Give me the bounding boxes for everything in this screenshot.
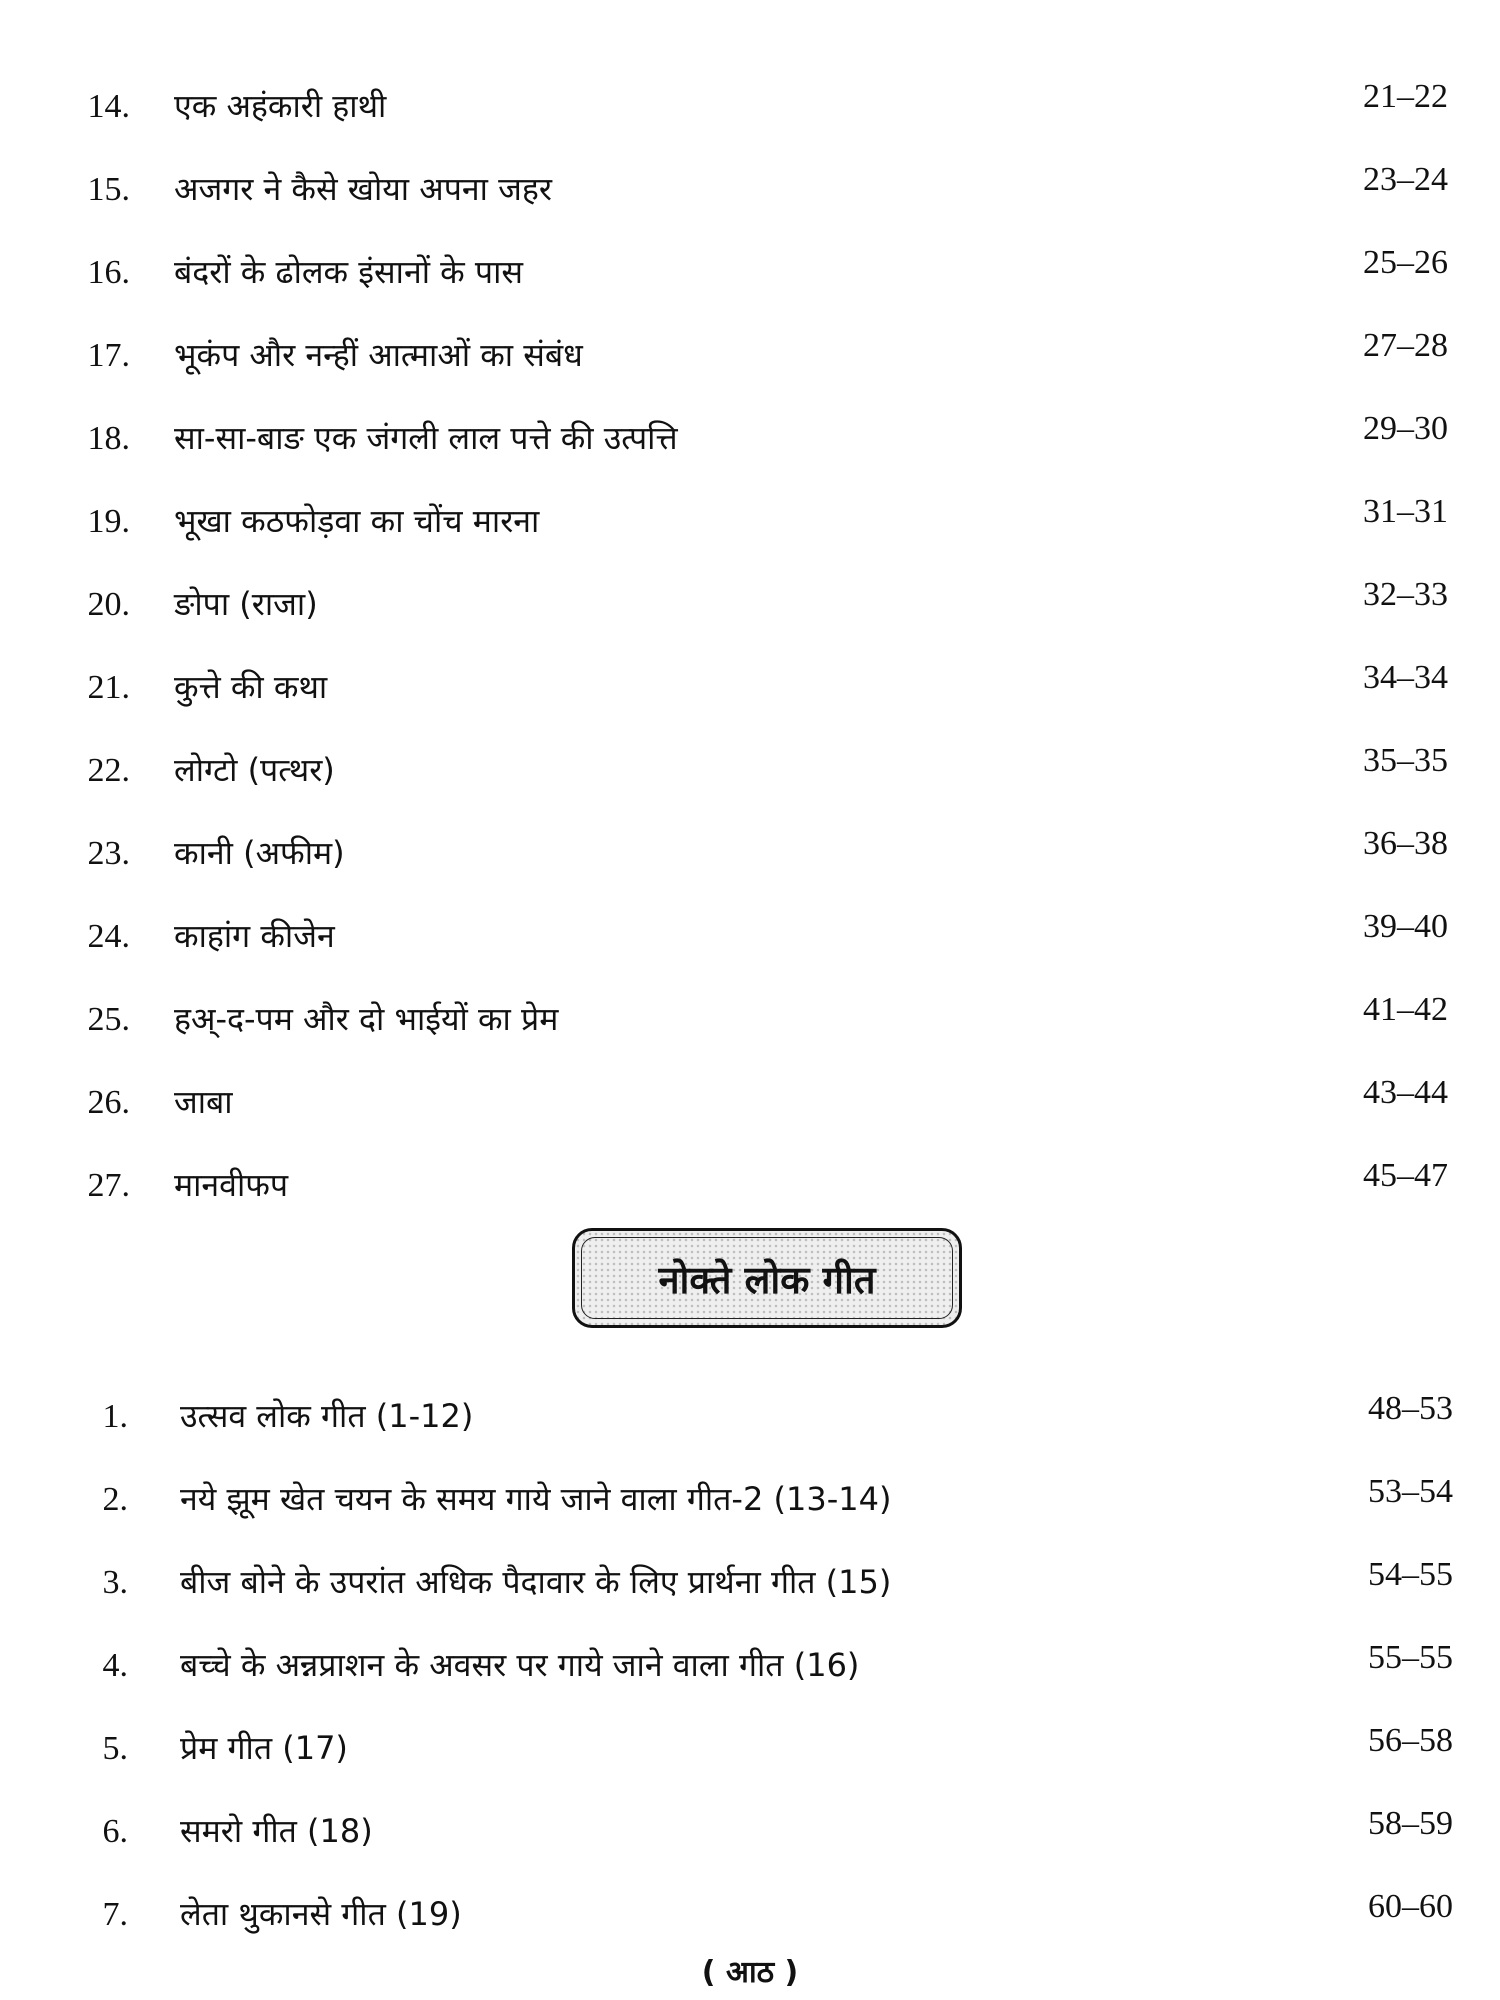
item-number: 15. [87, 171, 130, 208]
item-pages: 60–60 [1368, 1888, 1453, 1925]
item-pages: 25–26 [1363, 244, 1448, 281]
item-number: 27. [87, 1167, 130, 1204]
item-pages: 58–59 [1368, 1805, 1453, 1842]
item-pages: 53–54 [1368, 1473, 1453, 1510]
item-title: काहांग कीजेन [174, 917, 335, 955]
item-number: 17. [87, 337, 130, 374]
songs-list [0, 1370, 1500, 1951]
item-number: 7. [102, 1896, 128, 1933]
item-title: कानी (अफीम) [174, 834, 345, 872]
item-pages: 31–31 [1363, 493, 1448, 530]
item-pages: 39–40 [1363, 908, 1448, 945]
item-number: 3. [102, 1564, 128, 1601]
item-title: उत्सव लोक गीत (1-12) [180, 1397, 474, 1435]
item-number: 6. [102, 1813, 128, 1850]
item-pages: 55–55 [1368, 1639, 1453, 1676]
item-number: 5. [102, 1730, 128, 1767]
item-number: 1. [102, 1398, 128, 1435]
list-item [0, 813, 1500, 896]
item-pages: 35–35 [1363, 742, 1448, 779]
section-heading-box [572, 1228, 962, 1328]
item-number: 22. [87, 752, 130, 789]
item-pages: 41–42 [1363, 991, 1448, 1028]
item-number: 20. [87, 586, 130, 623]
list-item [0, 398, 1500, 481]
item-number: 2. [102, 1481, 128, 1518]
item-title: लोग्टो (पत्थर) [174, 751, 335, 789]
list-item [0, 149, 1500, 232]
list-item [0, 1062, 1500, 1145]
list-item [0, 66, 1500, 149]
list-item [0, 232, 1500, 315]
item-title: समरो गीत (18) [180, 1812, 373, 1850]
item-pages: 45–47 [1363, 1157, 1448, 1194]
list-item [0, 564, 1500, 647]
item-number: 21. [87, 669, 130, 706]
list-item [0, 1619, 1500, 1702]
item-title: बंदरों के ढोलक इंसानों के पास [174, 253, 524, 291]
item-pages: 36–38 [1363, 825, 1448, 862]
list-item [0, 481, 1500, 564]
section-heading: नोक्ते लोक गीत [658, 1258, 876, 1302]
list-item [0, 979, 1500, 1062]
item-pages: 32–33 [1363, 576, 1448, 613]
item-number: 4. [102, 1647, 128, 1684]
item-pages: 34–34 [1363, 659, 1448, 696]
item-title: एक अहंकारी हाथी [174, 87, 387, 125]
list-item [0, 1370, 1500, 1453]
item-title: प्रेम गीत (17) [180, 1729, 348, 1767]
item-number: 18. [87, 420, 130, 457]
item-pages: 23–24 [1363, 161, 1448, 198]
item-title: भूखा कठफोड़वा का चोंच मारना [174, 502, 540, 540]
list-item [0, 1536, 1500, 1619]
item-title: अजगर ने कैसे खोया अपना जहर [174, 170, 552, 208]
item-number: 25. [87, 1001, 130, 1038]
item-number: 24. [87, 918, 130, 955]
item-number: 14. [87, 88, 130, 125]
list-item [0, 315, 1500, 398]
item-title: बच्चे के अन्नप्राशन के अवसर पर गाये जाने वाला गीत (16) [180, 1646, 860, 1684]
list-item [0, 1453, 1500, 1536]
item-pages: 48–53 [1368, 1390, 1453, 1427]
item-title: भूकंप और नन्हीं आत्माओं का संबंध [174, 336, 583, 374]
item-pages: 54–55 [1368, 1556, 1453, 1593]
item-number: 26. [87, 1084, 130, 1121]
item-title: सा-सा-बाङ एक जंगली लाल पत्ते की उत्पत्ति [174, 419, 678, 457]
item-title: जाबा [174, 1083, 233, 1121]
item-title: लेता थुकानसे गीत (19) [180, 1895, 462, 1933]
item-pages: 56–58 [1368, 1722, 1453, 1759]
list-item [0, 647, 1500, 730]
item-pages: 27–28 [1363, 327, 1448, 364]
list-item [0, 1868, 1500, 1951]
list-item [0, 1702, 1500, 1785]
item-pages: 29–30 [1363, 410, 1448, 447]
stories-list [0, 66, 1500, 1228]
item-pages: 21–22 [1363, 78, 1448, 115]
item-title: नये झूम खेत चयन के समय गाये जाने वाला गीत-2 (13-14) [180, 1480, 892, 1518]
list-item [0, 730, 1500, 813]
item-number: 23. [87, 835, 130, 872]
item-pages: 43–44 [1363, 1074, 1448, 1111]
list-item [0, 1785, 1500, 1868]
item-title: हअ्-द-पम और दो भाईयों का प्रेम [174, 1000, 559, 1038]
list-item [0, 1145, 1500, 1228]
item-title: मानवीफप [174, 1166, 289, 1204]
list-item [0, 896, 1500, 979]
page-number-footer: ( आठ ) [701, 1955, 799, 1990]
item-number: 19. [87, 503, 130, 540]
item-number: 16. [87, 254, 130, 291]
item-title: बीज बोने के उपरांत अधिक पैदावार के लिए प्रार्थना गीत (15) [180, 1563, 892, 1601]
item-title: ङोपा (राजा) [174, 585, 318, 623]
item-title: कुत्ते की कथा [174, 668, 328, 706]
